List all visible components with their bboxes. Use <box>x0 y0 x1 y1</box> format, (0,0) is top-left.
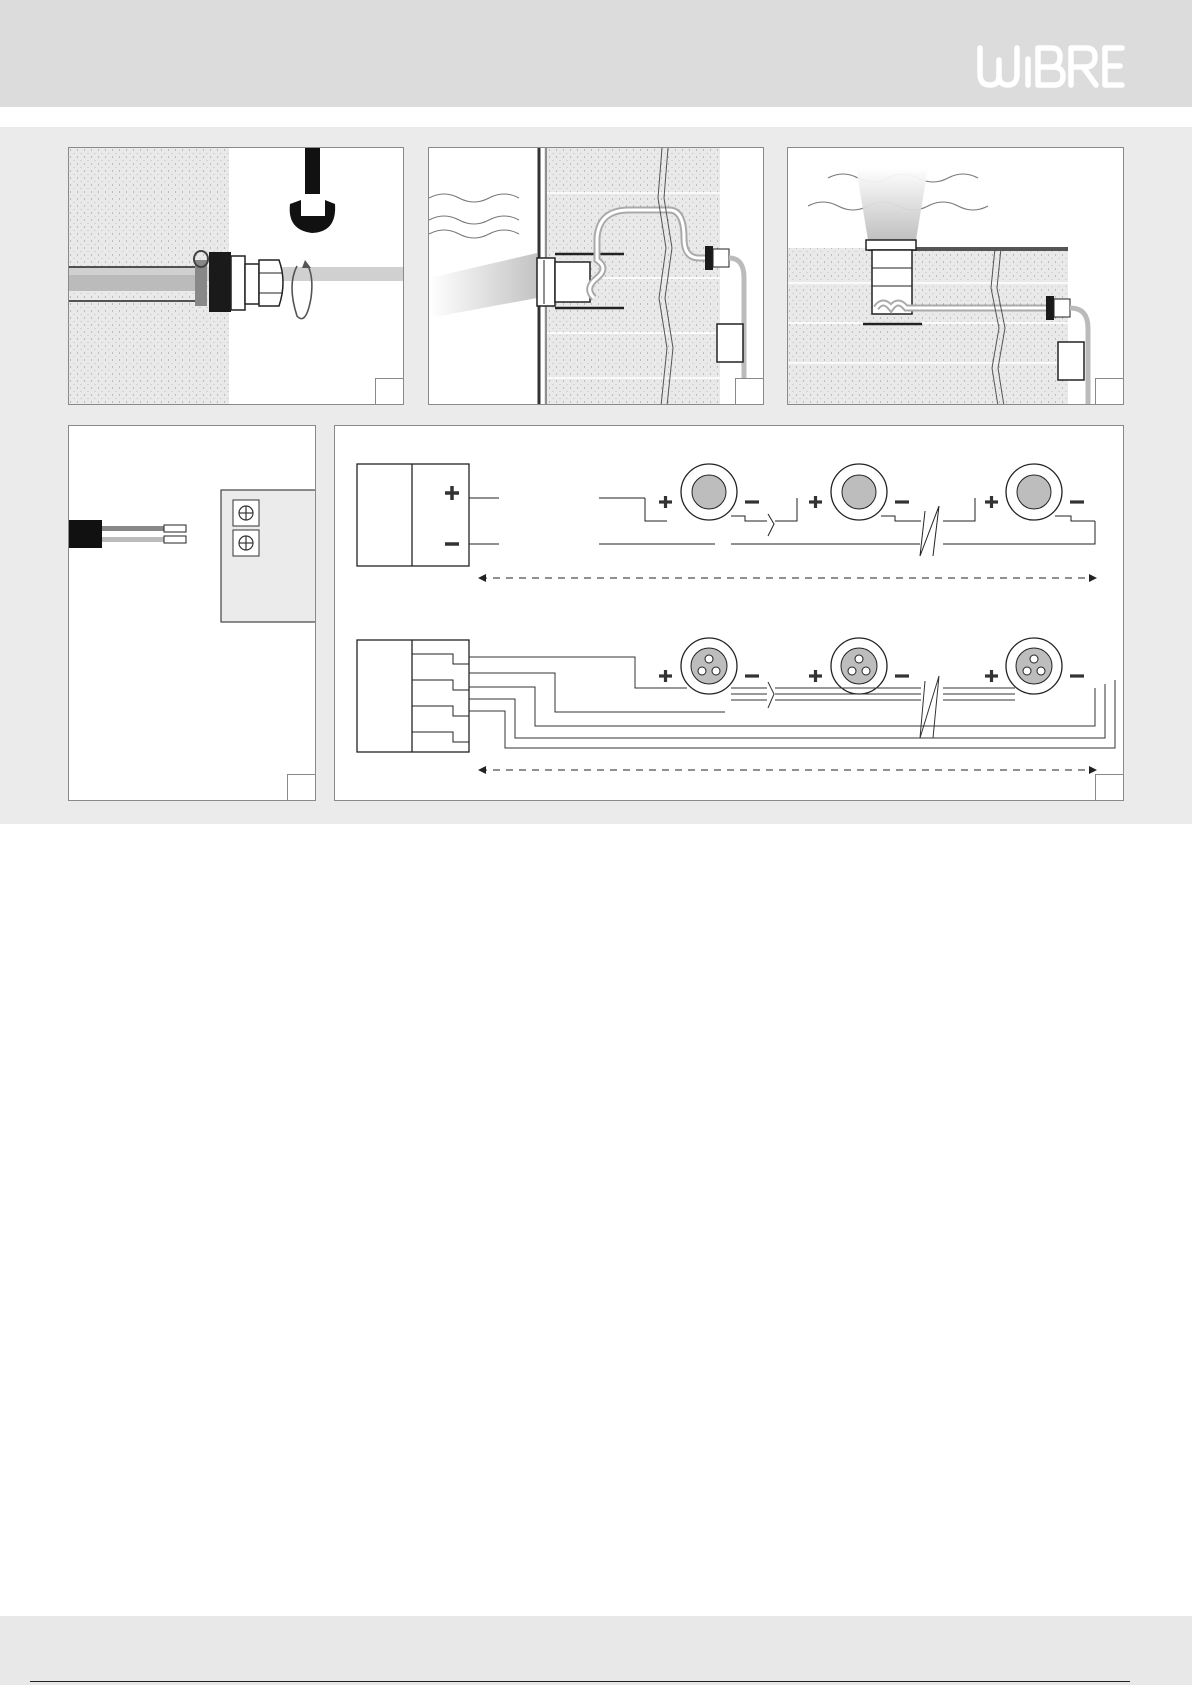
page-footer <box>0 1616 1192 1685</box>
footer-rule <box>30 1681 1130 1682</box>
panel-number-tab <box>287 774 315 800</box>
luminaire-rgb <box>681 638 737 694</box>
panel-number-tab <box>735 378 763 404</box>
luminaire-single <box>681 464 737 520</box>
luminaire-rgb <box>1006 638 1062 694</box>
luminaire-rgb <box>831 638 887 694</box>
panel-wiring-diagrams <box>334 425 1124 801</box>
figure-band <box>0 127 1192 824</box>
rgb-diagram <box>357 638 1115 770</box>
page-header <box>0 0 1192 107</box>
panel-number-tab <box>1095 378 1123 404</box>
panel-floor-installation <box>787 147 1124 405</box>
luminaire-single <box>1006 464 1062 520</box>
wibre-logo <box>975 42 1125 90</box>
cable-sheath <box>69 520 102 548</box>
driver-box <box>357 464 469 566</box>
wrench-icon <box>290 148 335 233</box>
panel-number-tab <box>375 378 403 404</box>
panel-number-tab <box>1095 774 1123 800</box>
panel-wall-installation <box>428 147 764 405</box>
panel-cable-gland <box>68 147 404 405</box>
single-color-diagram <box>357 464 1095 578</box>
luminaire-single <box>831 464 887 520</box>
panel-terminal-connection <box>68 425 316 801</box>
rgb-driver-box <box>357 640 469 752</box>
